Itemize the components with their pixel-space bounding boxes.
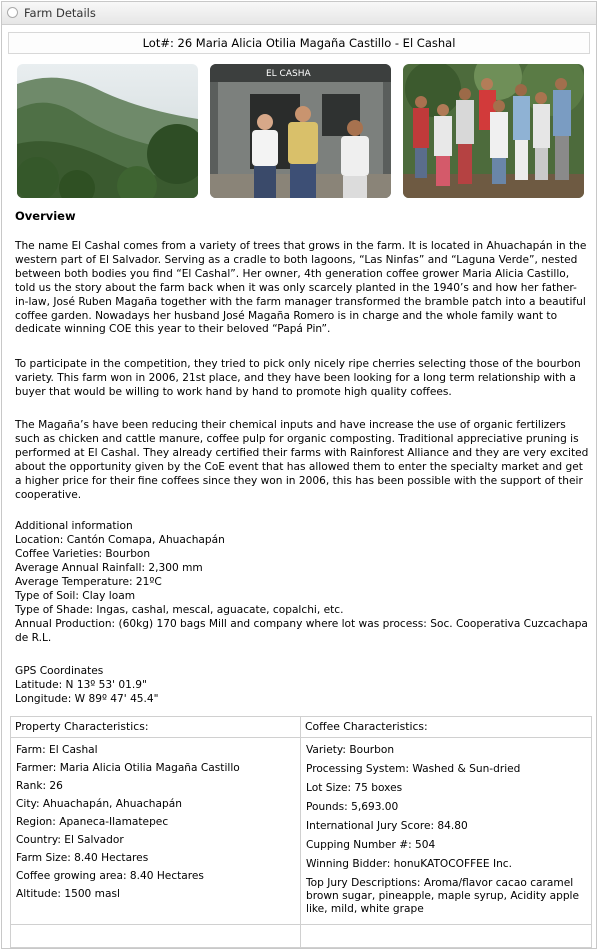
property-heading: Property Characteristics: xyxy=(11,717,300,738)
coffee-row: Cupping Number #: 504 xyxy=(306,839,436,851)
property-characteristics xyxy=(11,717,301,947)
property-row: Country: El Salvador xyxy=(16,834,124,846)
farm-workers-photo xyxy=(403,64,584,198)
house-sign-text: EL CASHA xyxy=(266,69,311,79)
lot-title: Lot#: 26 Maria Alicia Otilia Magaña Castillo - El Cashal xyxy=(8,32,590,54)
collapse-toggle-icon[interactable] xyxy=(7,7,18,18)
coffee-row: Top Jury Descriptions: Aroma/flavor cacao caramel brown sugar, pineapple, maple syrup, Acidity apple like, mild, white grape xyxy=(306,877,580,915)
gps-coordinates xyxy=(15,664,589,706)
characteristics-table xyxy=(10,716,592,948)
property-footer xyxy=(11,924,300,947)
forest-hills-photo xyxy=(17,64,198,198)
coffee-footer xyxy=(301,924,591,947)
coffee-heading: Coffee Characteristics: xyxy=(301,717,591,738)
info-line: Location: Cantón Comapa, Ahuachapán xyxy=(15,534,225,546)
property-row: Region: Apaneca-Ilamatepec xyxy=(16,816,169,828)
coffee-row: Winning Bidder: honuKATOCOFFEE Inc. xyxy=(306,858,512,870)
coffee-row: Processing System: Washed & Sun-dried xyxy=(306,763,521,775)
property-row: City: Ahuachapán, Ahuachapán xyxy=(16,798,182,810)
gps-longitude: Longitude: W 89º 47' 45.4" xyxy=(15,693,159,705)
property-row: Farm: El Cashal xyxy=(16,744,98,756)
additional-information xyxy=(15,519,589,645)
coffee-characteristics xyxy=(301,717,591,947)
info-line: Type of Shade: Ingas, cashal, mescal, aguacate, copalchi, etc. xyxy=(15,604,344,616)
panel-title: Farm Details xyxy=(24,6,96,20)
gps-title: GPS Coordinates xyxy=(15,665,104,677)
panel-header xyxy=(2,2,596,25)
coffee-row: Variety: Bourbon xyxy=(306,744,395,756)
overview-paragraph: The name El Cashal comes from a variety of trees that grows in the farm. It is located in Ahuachapán in the western part of El Salvador. Serving as a cradle to both lagoons, “Las Ninfas” and “Laguna Verde”, nested between both bodies you find “El Cashal”. Her owner, 4th generation coffee grower Maria Alicia Castillo, told us the story about the farm back when it was only scarcely planted in the 1940’s and how her father-in-law, José Ruben Magaña together with the farm manager transformed the bramble patch into a beautiful coffee garden. Nowadays her husband José Magaña Romero is in charge and the whole family want to dedicate winning COE this year to their beloved “Papá Pin”. xyxy=(15,240,587,336)
farm-details-panel xyxy=(1,1,597,949)
gps-latitude: Latitude: N 13º 53' 01.9" xyxy=(15,679,147,691)
property-row: Farm Size: 8.40 Hectares xyxy=(16,852,149,864)
info-line: Average Annual Rainfall: 2,300 mm xyxy=(15,562,203,574)
overview-paragraph: To participate in the competition, they tried to pick only nicely ripe cherries selecting those of the bourbon variety. This farm won in 2006, 21st place, and they have been looking for a long term relationship with a buyer that would be willing to work hand by hand to promote high quality coffees. xyxy=(15,358,581,398)
info-line: Coffee Varieties: Bourbon xyxy=(15,548,151,560)
property-row: Rank: 26 xyxy=(16,780,63,792)
info-line: Additional information xyxy=(15,520,133,532)
coffee-row: Pounds: 5,693.00 xyxy=(306,801,399,813)
property-row: Coffee growing area: 8.40 Hectares xyxy=(16,870,204,882)
overview-heading: Overview xyxy=(15,209,76,223)
info-line: Annual Production: (60kg) 170 bags Mill and company where lot was process: Soc. Cooperativa Cuzcachapa de R.L. xyxy=(15,618,588,644)
overview-paragraph: The Magaña’s have been reducing their chemical inputs and have increase the use of organic fertilizers such as chicken and cattle manure, coffee pulp for organic composting. Traditional appreciative pruning is performed at El Cashal. They already certified their farms with Rainforest Alliance and they are very excited about the opportunity given by the CoE event that has allowed them to enter the specialty market and get a higher price for their fine coffees since they won in 2006, this has been possible with the support of their cooperative. xyxy=(15,419,589,501)
coffee-row: International Jury Score: 84.80 xyxy=(306,820,468,832)
property-row: Farmer: Maria Alicia Otilia Magaña Castillo xyxy=(16,762,240,774)
property-row: Altitude: 1500 masl xyxy=(16,888,120,900)
farm-owners-photo xyxy=(210,64,391,198)
coffee-row: Lot Size: 75 boxes xyxy=(306,782,403,794)
info-line: Average Temperature: 21ºC xyxy=(15,576,162,588)
info-line: Type of Soil: Clay loam xyxy=(15,590,136,602)
